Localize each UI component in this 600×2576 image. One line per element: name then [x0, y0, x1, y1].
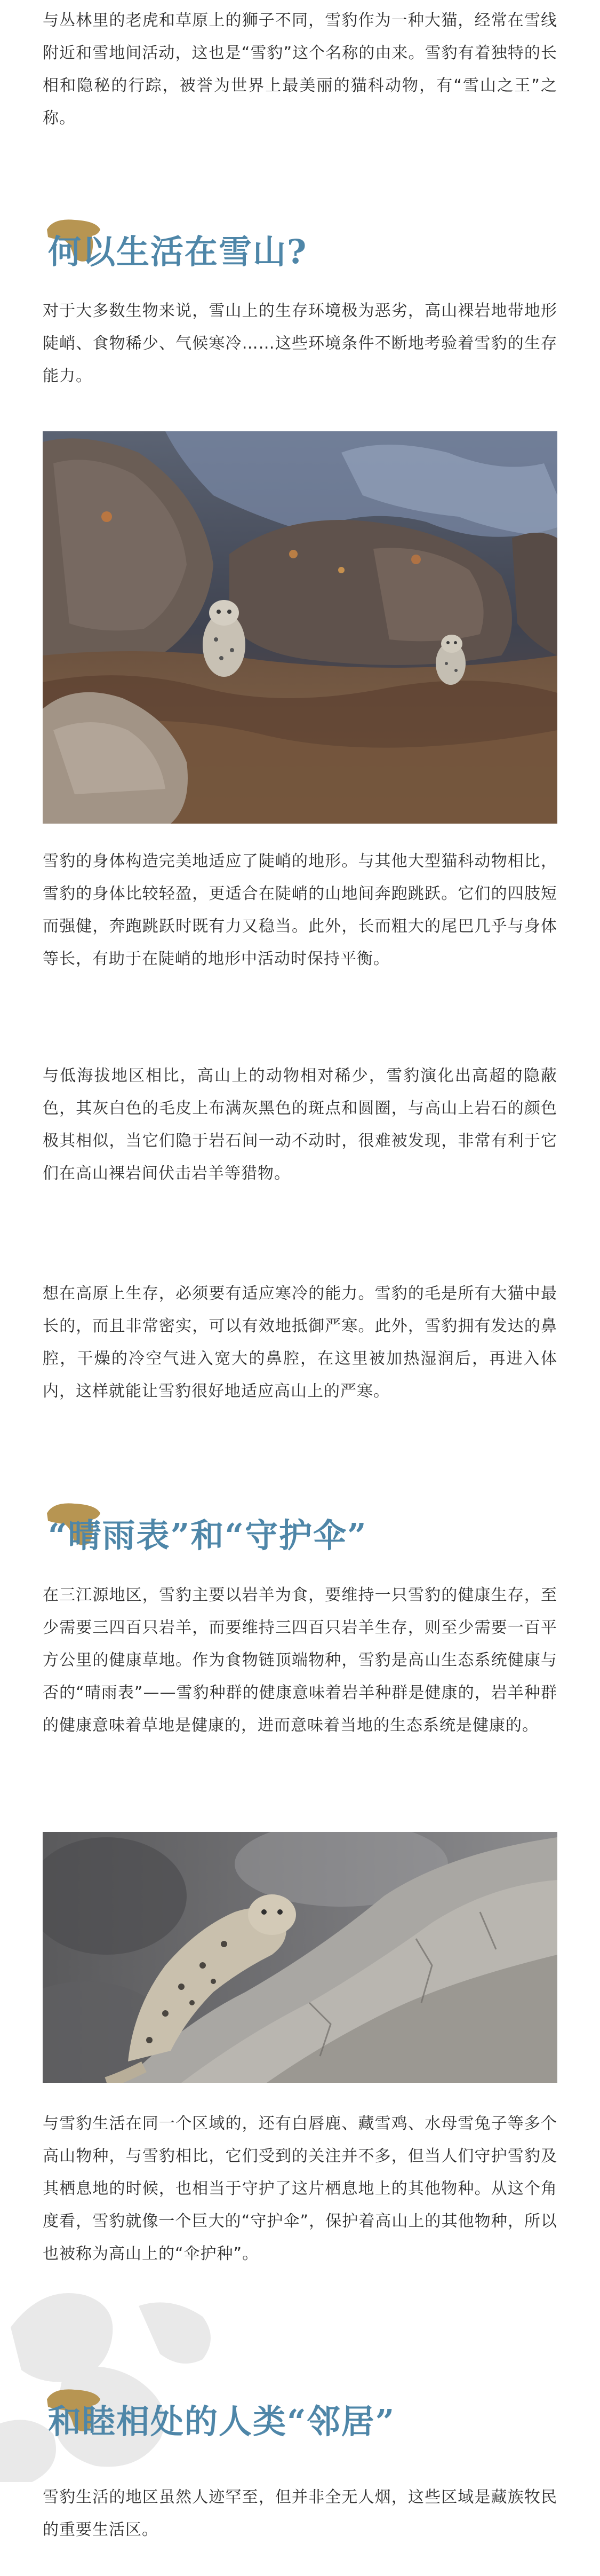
section1-paragraph-3: 与低海拔地区相比，高山上的动物相对稀少，雪豹演化出高超的隐蔽色，其灰白色的毛皮上布满灰黑色的斑点和圆圈，与高山上岩石的颜色极其相似，当它们隐于岩石间一动不动时，很难被发现，非常有利于它们在高山裸岩间伏击岩羊等猎物。	[43, 1066, 557, 1183]
section1-heading	[43, 214, 557, 288]
snow-leopards-rocks-photo	[43, 431, 557, 824]
snow-leopard-on-rock-photo	[43, 1832, 557, 2083]
section1-paragraph-1: 对于大多数生物来说，雪山上的生存环境极为恶劣，高山裸岩地带地形陡峭、食物稀少、气候寒冷……这些环境条件不断地考验着雪豹的生存能力。	[43, 302, 557, 385]
section2-heading	[43, 1497, 557, 1572]
section3-heading-text: 和睦相处的人类“邻居”	[48, 2402, 396, 2441]
section3-paragraph-1: 雪豹生活的地区虽然人迹罕至，但并非全无人烟，这些区域是藏族牧民的重要生活区。	[43, 2488, 557, 2539]
section2-paragraph-1: 在三江源地区，雪豹主要以岩羊为食，要维持一只雪豹的健康生存，至少需要三四百只岩羊，而要维持三四百只岩羊生存，则至少需要一百平方公里的健康草地。作为食物链顶端物种，雪豹是高山生态系统健康与否的“晴雨表”——雪豹种群的健康意味着岩羊种群是健康的，岩羊种群的健康意味着草地是健康的，进而意味着当地的生态系统是健康的。	[43, 1586, 557, 1735]
section3-heading	[43, 2383, 557, 2458]
section2-heading-text: “晴雨表”和“守护伞”	[48, 1516, 367, 1555]
intro-paragraph: 与丛林里的老虎和草原上的狮子不同，雪豹作为一种大猫，经常在雪线附近和雪地间活动，这也是“雪豹”这个名称的由来。雪豹有着独特的长相和隐秘的行踪，被誉为世界上最美丽的猫科动物，有“雪山之王”之称。	[43, 11, 557, 128]
section1-paragraph-2: 雪豹的身体构造完美地适应了陡峭的地形。与其他大型猫科动物相比，雪豹的身体比较轻盈，更适合在陡峭的山地间奔跑跳跃。它们的四肢短而强健，奔跑跳跃时既有力又稳当。此外，长而粗大的尾巴几乎与身体等长，有助于在陡峭的地形中活动时保持平衡。	[43, 852, 557, 968]
section1-heading-text: 何以生活在雪山?	[48, 232, 308, 271]
section1-paragraph-4: 想在高原上生存，必须要有适应寒冷的能力。雪豹的毛是所有大猫中最长的，而且非常密实，可以有效地抵御严寒。此外，雪豹拥有发达的鼻腔，干燥的冷空气进入宽大的鼻腔，在这里被加热湿润后，再进入体内，这样就能让雪豹很好地适应高山上的严寒。	[43, 1284, 557, 1401]
section2-paragraph-2: 与雪豹生活在同一个区域的，还有白唇鹿、藏雪鸡、水母雪兔子等多个高山物种，与雪豹相比，它们受到的关注并不多，但当人们守护雪豹及其栖息地的时候，也相当于守护了这片栖息地上的其他物种。从这个角度看，雪豹就像一个巨大的“守护伞”，保护着高山上的其他物种，所以也被称为高山上的“伞护种”。	[43, 2114, 557, 2263]
